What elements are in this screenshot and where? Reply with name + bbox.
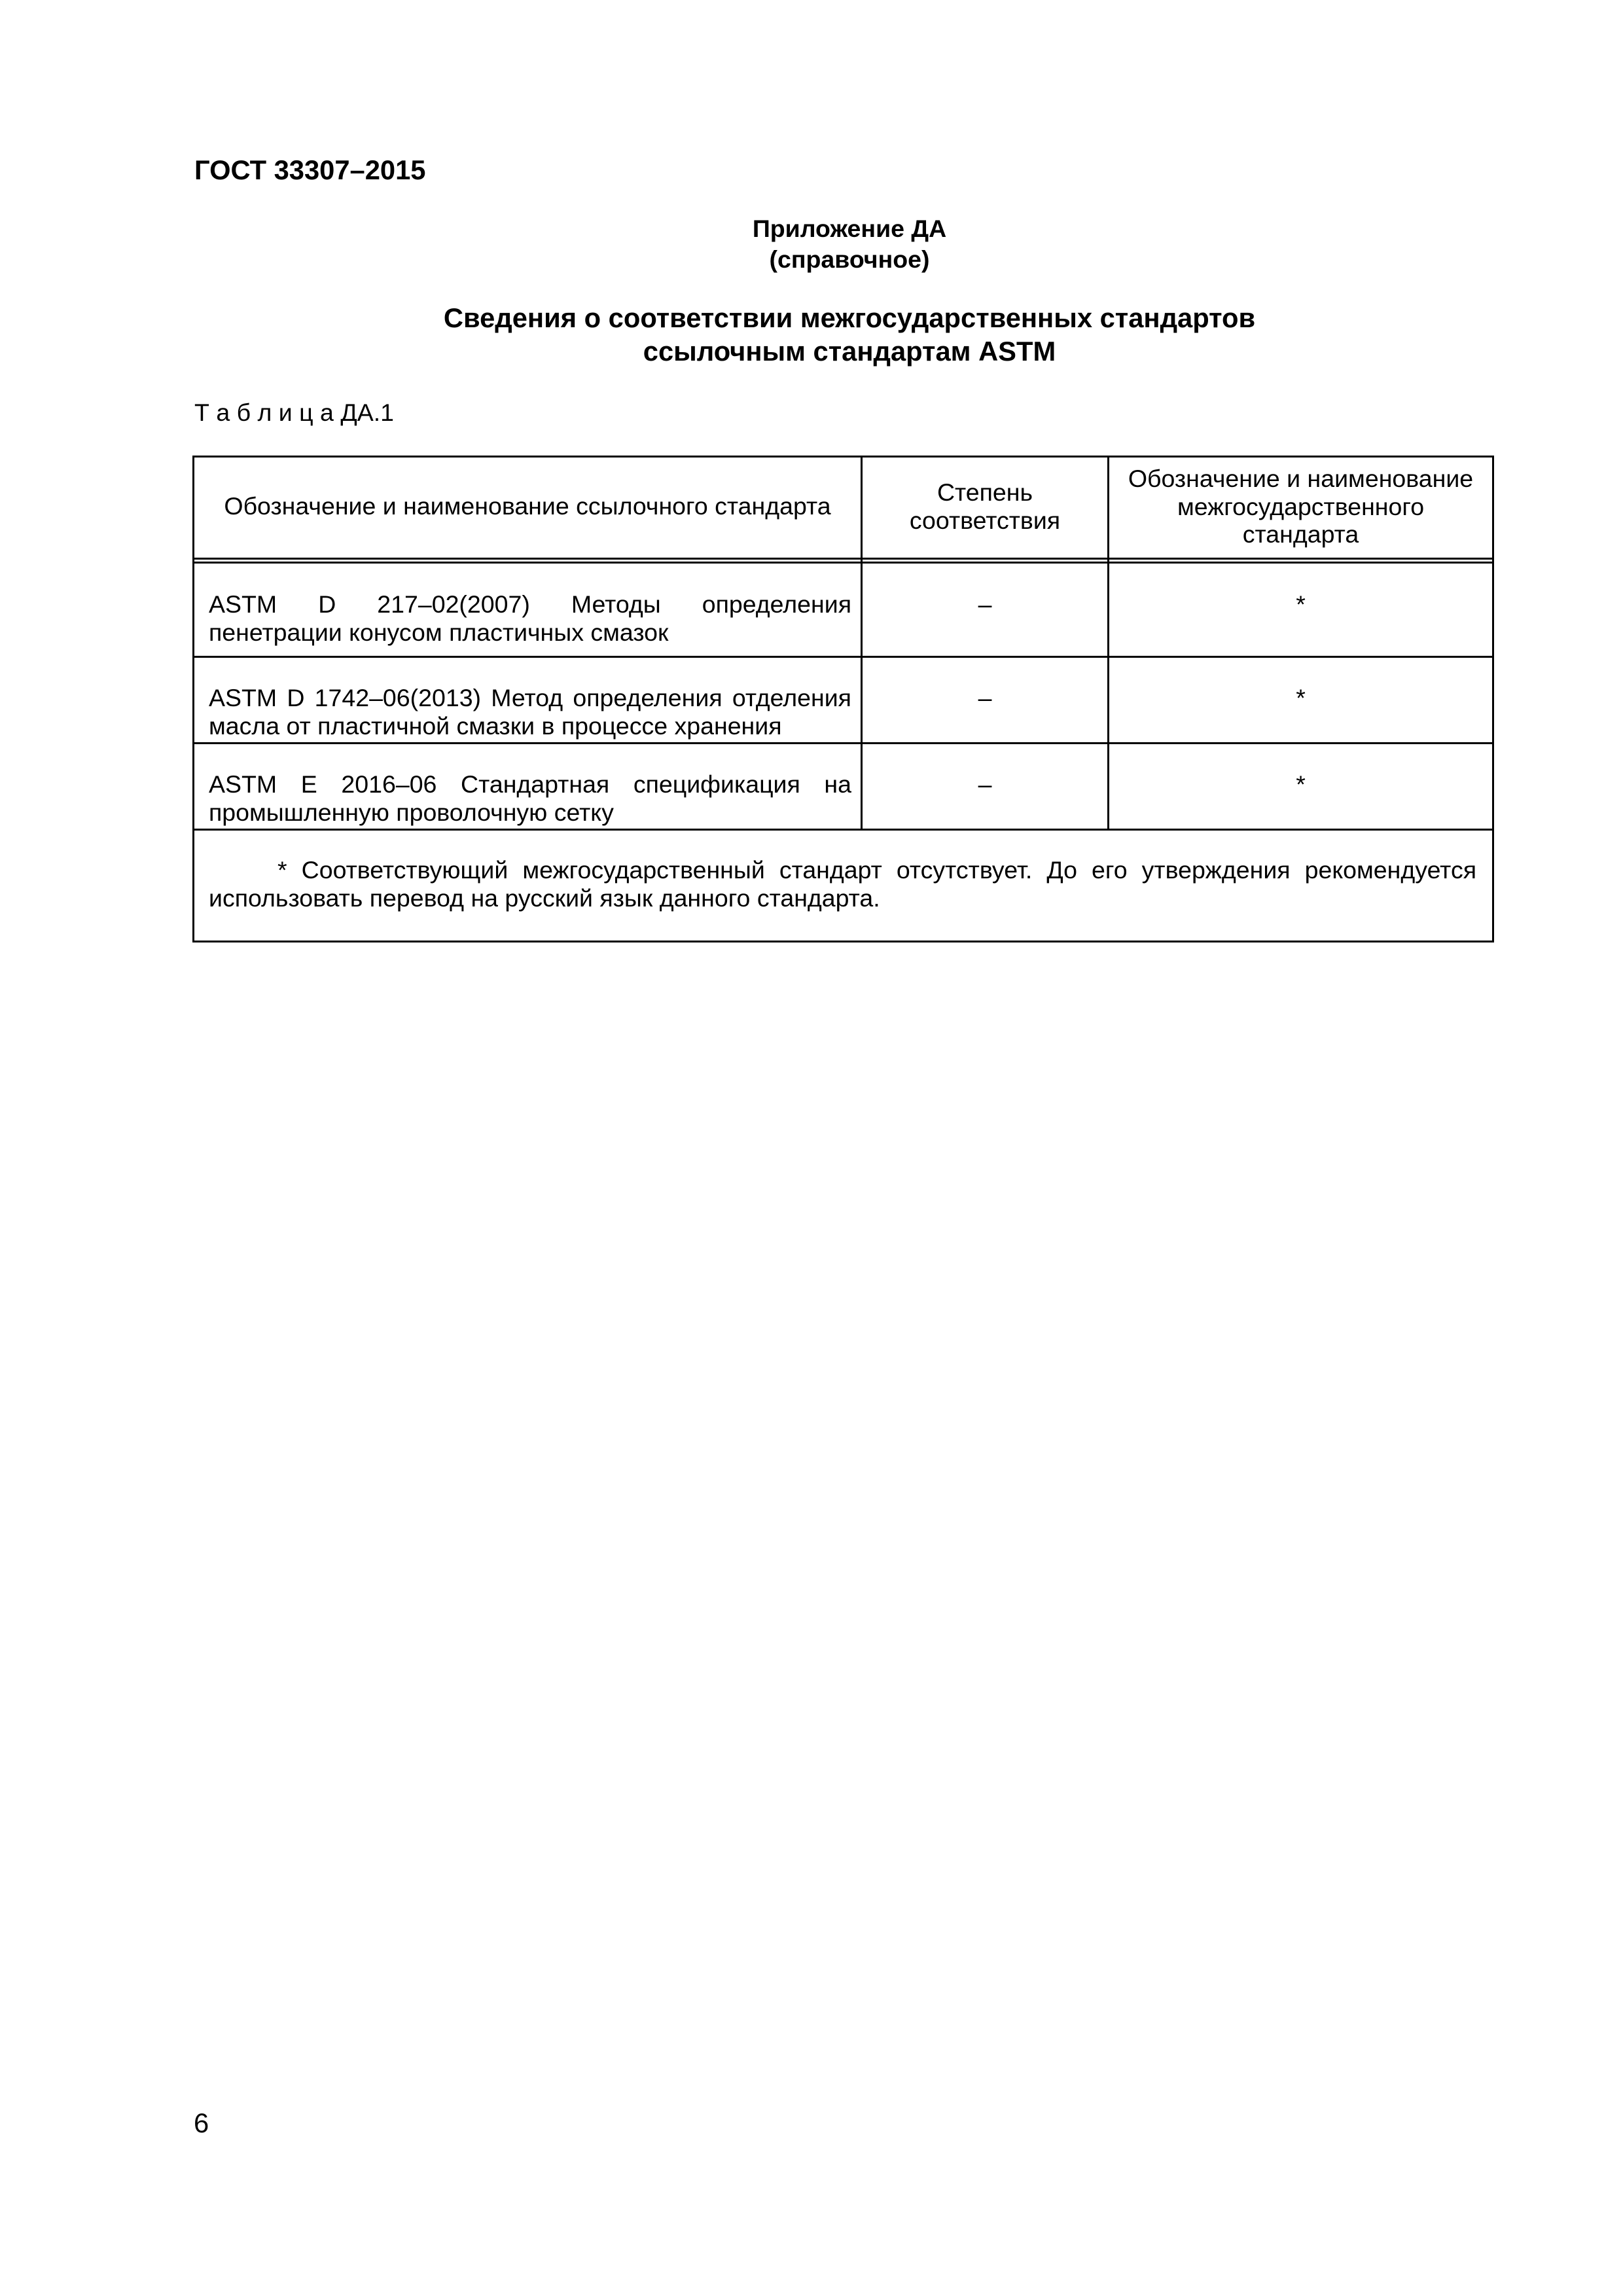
cell-interstate-standard: * [1296,770,1306,798]
table-caption: Т а б л и ц а ДА.1 [194,399,395,426]
page-number: 6 [194,2108,209,2138]
table-border-top [192,456,1494,457]
table-row-rule [192,829,1494,831]
header-cell-interstate-standard [1109,465,1492,548]
appendix-status: (справочное) [769,245,930,273]
cell-line: ASTM E 2016–06 Стандартная спецификация на [209,770,851,798]
table-border-left [192,456,194,942]
footnote-line: использовать перевод на русский язык данного стандарта. [209,884,880,912]
table-border-right [1492,456,1494,942]
table [0,0,1623,982]
cell-line: масла от пластичной смазки в процессе хранения [209,711,782,740]
cell-interstate-standard: * [1296,684,1306,711]
table-header-double-rule [192,558,1494,560]
cell-line: ASTM D 1742–06(2013) Метод определения отделения [209,684,851,711]
cell-compliance-degree: – [978,770,992,798]
table-header-double-rule [192,562,1494,564]
header-cell-line: соответствия [909,507,1061,534]
cell-compliance-degree: – [978,684,992,711]
cell-line: пенетрации конусом пластичных смазок [209,618,669,646]
footnote-line: * Соответствующий межгосударственный стандарт отсутствует. До его утверждения рекомендуется [277,856,1476,884]
table-row-rule [192,742,1494,744]
header-cell-line: Степень [936,478,1033,506]
cell-line: промышленную проволочную сетку [209,798,614,826]
cell-reference-standard [209,770,851,826]
header-cell-line: стандарта [1242,520,1359,548]
cell-reference-standard [209,684,851,740]
cell-line: ASTM D 217–02(2007) Методы определения [209,590,851,618]
cell-interstate-standard: * [1296,590,1306,618]
header-cell-line: Обозначение и наименование [1128,465,1474,492]
section-title-line: ссылочным стандартам ASTM [643,336,1056,367]
document-code: ГОСТ 33307–2015 [194,154,426,185]
appendix-title: Приложение ДА [752,215,947,242]
table-row-rule [192,656,1494,658]
table-footnote [209,856,1476,912]
table-border-bottom [192,941,1494,942]
header-cell-reference-standard: Обозначение и наименование ссылочного стандарта [224,492,831,520]
cell-compliance-degree: – [978,590,992,618]
cell-reference-standard [209,590,851,646]
header-cell-line: межгосударственного [1177,492,1425,520]
section-title-line: Сведения о соответствии межгосударственных стандартов [443,302,1256,333]
header-cell-compliance-degree [863,478,1107,535]
